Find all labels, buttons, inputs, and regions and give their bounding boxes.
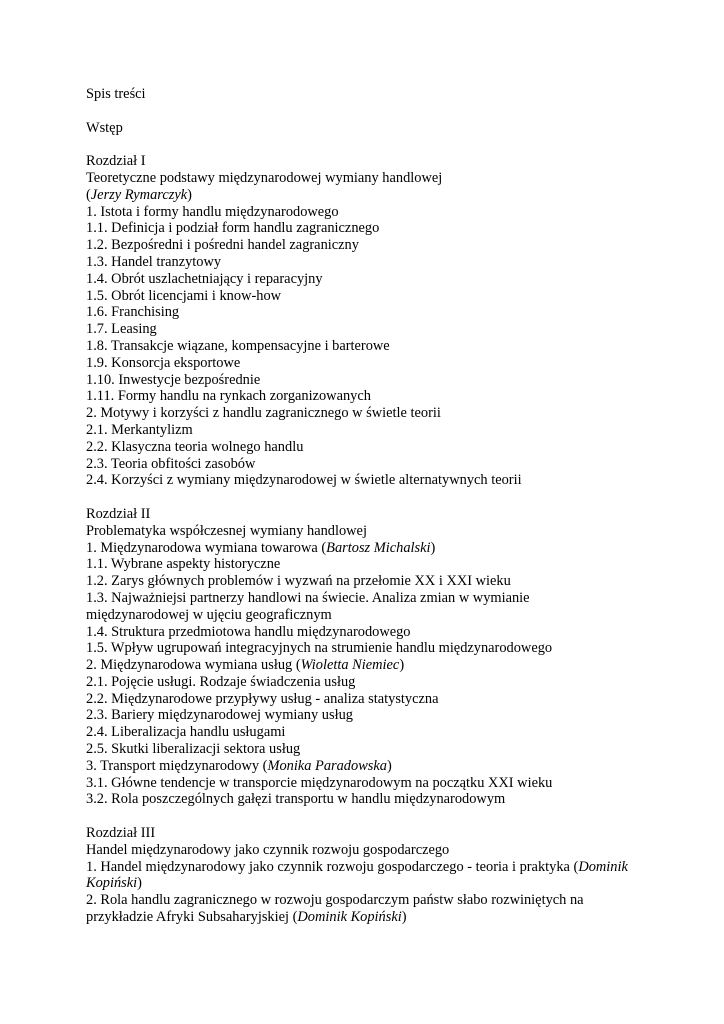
toc-entry: 2.3. Bariery międzynarodowej wymiany usług bbox=[86, 707, 353, 724]
toc-entry: 1.3. Handel tranzytowy bbox=[86, 253, 222, 270]
intro-entry: Wstęp bbox=[86, 119, 123, 136]
paren-close: ) bbox=[386, 757, 392, 774]
paren-close: ) bbox=[430, 539, 436, 556]
section-text: 2. Międzynarodowa wymiana usług ( bbox=[86, 657, 301, 674]
toc-entry: 2. Motywy i korzyści z handlu zagranicznego w świetle teorii bbox=[86, 405, 441, 422]
toc-entry: 1.4. Struktura przedmiotowa handlu międzynarodowego bbox=[86, 623, 411, 640]
chapter-1-author-line bbox=[86, 187, 646, 204]
section-author: Wioletta Niemiec bbox=[300, 657, 400, 674]
toc-entry: 3.2. Rola poszczególnych gałęzi transportu w handlu międzynarodowym bbox=[86, 791, 506, 808]
toc-entry: 1.2. Zarys głównych problemów i wyzwań na przełomie XX i XXI wieku bbox=[86, 573, 511, 590]
toc-entry: 2.1. Pojęcie usługi. Rodzaje świadczenia usług bbox=[86, 673, 356, 690]
section-text: 3. Transport międzynarodowy ( bbox=[86, 757, 268, 774]
toc-entry: 2.4. Liberalizacja handlu usługami bbox=[86, 724, 286, 741]
toc-entry-with-author bbox=[86, 540, 646, 557]
toc-entry: 1.1. Definicja i podział form handlu zagranicznego bbox=[86, 220, 380, 237]
section-author: Dominik bbox=[578, 858, 628, 875]
toc-entry: 3.1. Główne tendencje w transporcie międzynarodowym na początku XXI wieku bbox=[86, 774, 553, 791]
spacer bbox=[86, 489, 646, 506]
paren-close: ) bbox=[399, 657, 405, 674]
toc-entry: 2.3. Teoria obfitości zasobów bbox=[86, 455, 256, 472]
chapter-1-author: Jerzy Rymarczyk bbox=[90, 186, 188, 203]
toc-entry: 2.5. Skutki liberalizacji sektora usług bbox=[86, 741, 301, 758]
toc-entry: 2. Rola handlu zagranicznego w rozwoju gospodarczym państw słabo rozwiniętych na bbox=[86, 892, 584, 909]
toc-entry: 1.8. Transakcje wiązane, kompensacyjne i barterowe bbox=[86, 337, 390, 354]
toc-entry: 1.4. Obrót uszlachetniający i reparacyjny bbox=[86, 270, 323, 287]
toc-entry: 1.9. Konsorcja eksportowe bbox=[86, 354, 241, 371]
toc-entry: 2.4. Korzyści z wymiany międzynarodowej w świetle alternatywnych teorii bbox=[86, 472, 522, 489]
toc-entry-with-author bbox=[86, 859, 646, 876]
toc-entry: 1.2. Bezpośredni i pośredni handel zagraniczny bbox=[86, 237, 359, 254]
paren-close: ) bbox=[187, 186, 192, 203]
toc-entry-continued bbox=[86, 875, 646, 892]
toc-entry-with-author bbox=[86, 657, 646, 674]
toc-entry: 1.5. Wpływ ugrupowań integracyjnych na strumienie handlu międzynarodowego bbox=[86, 640, 553, 657]
section-text: przykładzie Afryki Subsaharyjskiej ( bbox=[86, 909, 298, 926]
toc-entry-continued: międzynarodowej w ujęciu geograficznym bbox=[86, 606, 332, 623]
spacer bbox=[86, 136, 646, 153]
chapter-3-title: Handel międzynarodowy jako czynnik rozwoju gospodarczego bbox=[86, 841, 450, 858]
chapter-2-title: Problematyka współczesnej wymiany handlowej bbox=[86, 522, 367, 539]
toc-entry: 2.2. Międzynarodowe przypływy usług - analiza statystyczna bbox=[86, 690, 439, 707]
section-author: Kopiński bbox=[86, 875, 138, 892]
section-author: Monika Paradowska bbox=[267, 757, 387, 774]
section-author: Dominik Kopiński bbox=[297, 909, 402, 926]
toc-entry-with-author bbox=[86, 758, 646, 775]
toc-entry: 1.1. Wybrane aspekty historyczne bbox=[86, 556, 281, 573]
spacer bbox=[86, 103, 646, 120]
chapter-2-heading: Rozdział II bbox=[86, 505, 151, 522]
chapter-3-heading: Rozdział III bbox=[86, 825, 156, 842]
toc-entry-with-author bbox=[86, 909, 646, 926]
toc-entry: 1.11. Formy handlu na rynkach zorganizowanych bbox=[86, 388, 371, 405]
toc-entry: 1.7. Leasing bbox=[86, 321, 157, 338]
section-author: Bartosz Michalski bbox=[326, 539, 431, 556]
table-of-contents bbox=[86, 86, 646, 926]
chapter-1-heading: Rozdział I bbox=[86, 153, 146, 170]
toc-entry: 1.6. Franchising bbox=[86, 304, 180, 321]
toc-entry: 1. Istota i formy handlu międzynarodowego bbox=[86, 203, 339, 220]
paren-open: ( bbox=[86, 186, 91, 203]
toc-entry: 2.2. Klasyczna teoria wolnego handlu bbox=[86, 438, 304, 455]
paren-close: ) bbox=[137, 875, 142, 892]
section-text: 1. Handel międzynarodowy jako czynnik rozwoju gospodarczego - teoria i praktyka ( bbox=[86, 858, 579, 875]
section-text: 1. Międzynarodowa wymiana towarowa ( bbox=[86, 539, 327, 556]
toc-entry: 1.5. Obrót licencjami i know-how bbox=[86, 287, 282, 304]
toc-entry: 1.3. Najważniejsi partnerzy handlowi na świecie. Analiza zmian w wymianie bbox=[86, 589, 530, 606]
chapter-1-title: Teoretyczne podstawy międzynarodowej wymiany handlowej bbox=[86, 169, 443, 186]
toc-title: Spis treści bbox=[86, 86, 146, 102]
paren-close: ) bbox=[401, 909, 407, 926]
spacer bbox=[86, 808, 646, 825]
toc-entry: 1.10. Inwestycje bezpośrednie bbox=[86, 371, 261, 388]
toc-entry: 2.1. Merkantylizm bbox=[86, 421, 193, 438]
